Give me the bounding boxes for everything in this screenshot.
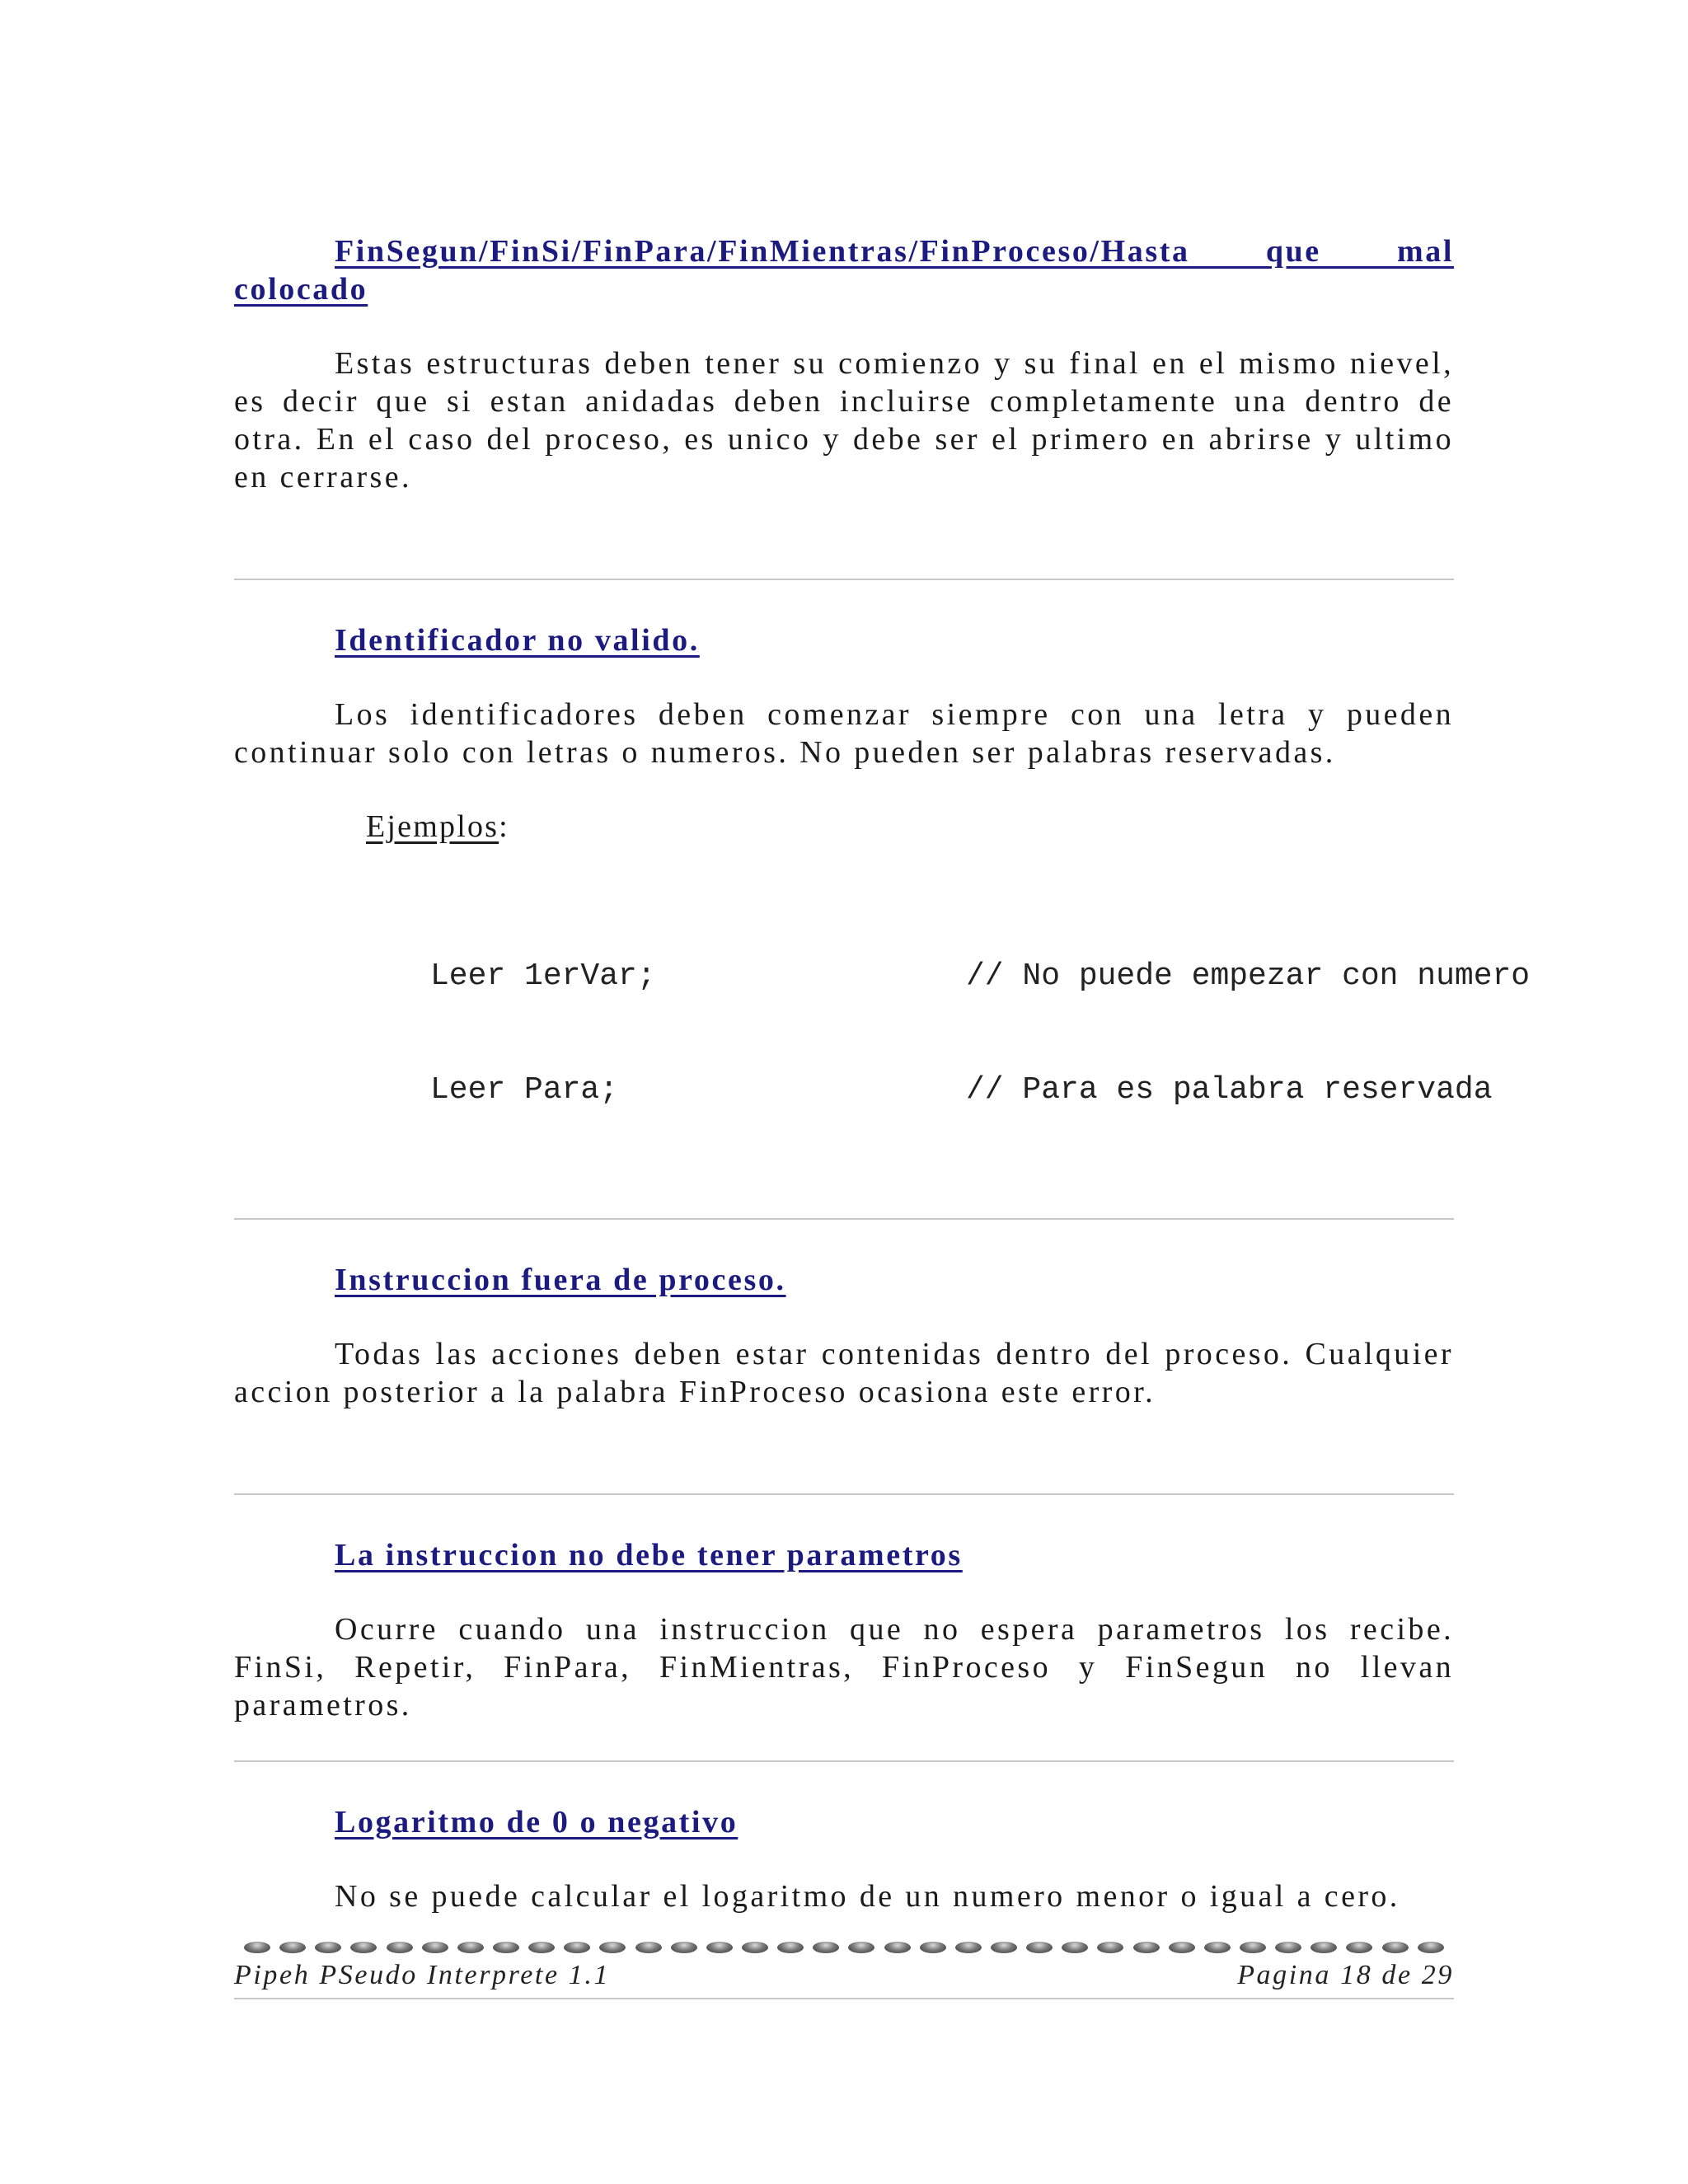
section-heading: La instruccion no debe tener parametros: [335, 1538, 963, 1572]
bead-ornament: [1346, 1942, 1372, 1953]
examples-label: [234, 808, 1454, 846]
bead-ornament: [1026, 1942, 1053, 1953]
bead-ornament: [635, 1942, 662, 1953]
code-statement: Leer 1erVar;: [430, 958, 656, 994]
bead-ornament: [671, 1942, 697, 1953]
code-line: [430, 958, 1531, 996]
bead-ornament: [706, 1942, 733, 1953]
bead-ornament: [422, 1942, 448, 1953]
bead-ornament: [1169, 1942, 1195, 1953]
examples-colon: :: [499, 809, 509, 844]
code-statement: Leer Para;: [430, 1072, 619, 1108]
bead-ornament: [813, 1942, 839, 1953]
section-body: Estas estructuras deben tener su comienzo y su final en el mismo nievel, es decir que si estan anidadas deben incluirse completamente una dentro de otra. En el caso del proceso, es unico y debe ser el primero en abrirse y ultimo en cerrarse.: [234, 346, 1454, 494]
bead-ornament: [991, 1942, 1017, 1953]
bead-ornament: [1133, 1942, 1160, 1953]
examples-label-text: Ejemplos: [366, 809, 499, 844]
bead-ornament: [1382, 1942, 1409, 1953]
bead-ornament: [457, 1942, 484, 1953]
footer-page-number: Pagina 18 de 29: [1237, 1960, 1454, 1990]
bead-ornament: [244, 1942, 270, 1953]
bead-ornament: [315, 1942, 341, 1953]
bead-ornament: [493, 1942, 519, 1953]
bead-ornament: [564, 1942, 590, 1953]
bead-ornament: [848, 1942, 874, 1953]
bead-ornament: [884, 1942, 911, 1953]
code-comment: // Para es palabra reservada: [966, 1072, 1493, 1108]
code-examples: [234, 882, 1531, 1185]
section-body: Los identificadores deben comenzar siempre con una letra y pueden continuar solo con letras o numeros. No pueden ser palabras reservadas.: [234, 697, 1454, 770]
section-heading: Instruccion fuera de proceso.: [335, 1263, 786, 1297]
bead-ornament: [777, 1942, 804, 1953]
bead-ornament: [955, 1942, 982, 1953]
section-body: Todas las acciones deben estar contenidas dentro del proceso. Cualquier accion posterior a la palabra FinProceso ocasiona este error.: [234, 1337, 1454, 1409]
page-content: [234, 232, 1531, 1999]
bead-ornament: [599, 1942, 626, 1953]
bead-ornament: [1062, 1942, 1088, 1953]
bead-ornament: [279, 1942, 306, 1953]
section-body: Ocurre cuando una instruccion que no espera parametros los recibe. FinSi, Repetir, FinPara, FinMientras, FinProceso y FinSegun no llevan parametros.: [234, 1612, 1454, 1722]
divider: [234, 1998, 1454, 1999]
section-heading: Logaritmo de 0 o negativo: [335, 1805, 738, 1840]
code-comment: // No puede empezar con numero: [966, 958, 1531, 994]
bead-ornament: [528, 1942, 555, 1953]
code-line: [430, 1071, 1493, 1109]
bead-ornament: [1240, 1942, 1266, 1953]
section-heading: FinSegun/FinSi/FinPara/FinMientras/FinProceso/Hasta que mal colocado: [234, 234, 1454, 307]
bead-ornament: [1097, 1942, 1123, 1953]
page-footer: [234, 1942, 1454, 1991]
bead-ornament: [1311, 1942, 1337, 1953]
bead-ornament: [920, 1942, 946, 1953]
bead-ornament: [742, 1942, 768, 1953]
bead-ornament: [1418, 1942, 1444, 1953]
section-heading: Identificador no valido.: [335, 623, 700, 658]
section-body: No se puede calcular el logaritmo de un numero menor o igual a cero.: [335, 1879, 1400, 1914]
footer-app-name: Pipeh PSeudo Interprete 1.1: [234, 1960, 611, 1990]
footer-text-row: [234, 1960, 1454, 1991]
bead-ornament: [1204, 1942, 1231, 1953]
bead-ornament: [1275, 1942, 1301, 1953]
bead-ornament: [387, 1942, 413, 1953]
footer-bead-rule: [234, 1942, 1454, 1955]
bead-ornament: [350, 1942, 377, 1953]
